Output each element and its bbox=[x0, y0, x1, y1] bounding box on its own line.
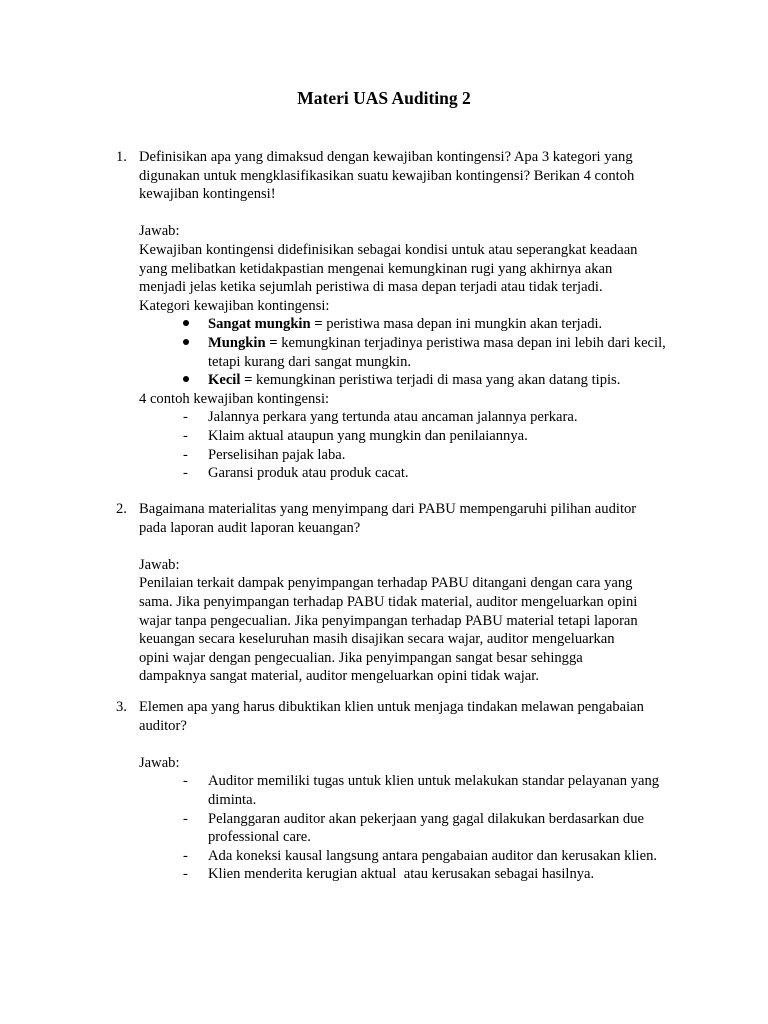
question-text bbox=[139, 500, 676, 537]
question-1 bbox=[116, 148, 676, 483]
element-text-continued: diminta. bbox=[208, 791, 257, 808]
category-list bbox=[139, 315, 676, 389]
bullet-icon bbox=[183, 315, 195, 334]
category-term: Kecil = bbox=[208, 372, 253, 389]
question-number: 2. bbox=[116, 501, 127, 517]
answer-line: Kewajiban kontingensi didefinisikan sebagai kondisi untuk atau seperangkat keadaan bbox=[139, 241, 638, 258]
list-item bbox=[139, 464, 676, 483]
category-term: Sangat mungkin = bbox=[208, 316, 323, 333]
category-text: peristiwa masa depan ini mungkin akan terjadi. bbox=[322, 316, 603, 333]
list-item bbox=[139, 371, 676, 390]
answer-label: Jawab: bbox=[139, 754, 180, 771]
dash-marker: - bbox=[183, 427, 188, 444]
list-item bbox=[139, 772, 676, 809]
bullet-icon bbox=[183, 334, 195, 353]
list-item bbox=[139, 446, 676, 465]
question-line: kewajiban kontingensi! bbox=[139, 186, 276, 203]
dash-marker: - bbox=[183, 409, 188, 426]
question-line: auditor? bbox=[139, 717, 187, 734]
answer bbox=[139, 556, 676, 686]
question-line: Bagaimana materialitas yang menyimpang dari PABU mempengaruhi pilihan auditor bbox=[139, 501, 637, 517]
answer bbox=[139, 222, 676, 315]
example-text: Klaim aktual ataupun yang mungkin dan penilaiannya. bbox=[208, 427, 528, 444]
question-number: 1. bbox=[116, 149, 127, 165]
answer-line: Penilaian terkait dampak penyimpangan terhadap PABU ditangani dengan cara yang bbox=[139, 575, 633, 592]
dash-marker: - bbox=[183, 465, 188, 482]
list-item bbox=[139, 334, 676, 371]
list-item bbox=[139, 427, 676, 446]
element-text: Auditor memiliki tugas untuk klien untuk melakukan standar pelayanan yang bbox=[208, 773, 660, 790]
list-item bbox=[139, 847, 676, 866]
dash-marker: - bbox=[183, 847, 188, 864]
question-line: digunakan untuk mengklasifikasikan suatu kewajiban kontingensi? Berikan 4 contoh bbox=[139, 167, 635, 184]
dash-marker: - bbox=[183, 446, 188, 463]
answer-line: wajar tanpa pengecualian. Jika penyimpangan terhadap PABU material tetapi laporan bbox=[139, 612, 638, 629]
bullet-icon bbox=[183, 371, 195, 390]
list-item bbox=[139, 315, 676, 334]
examples-intro: 4 contoh kewajiban kontingensi: bbox=[139, 390, 330, 407]
example-text: Perselisihan pajak laba. bbox=[208, 446, 346, 463]
answer-label: Jawab: bbox=[139, 556, 180, 573]
example-text: Garansi produk atau produk cacat. bbox=[208, 465, 409, 482]
element-text: Pelanggaran auditor akan pekerjaan yang gagal dilakukan berdasarkan due bbox=[208, 810, 645, 827]
category-text-continued: tetapi kurang dari sangat mungkin. bbox=[208, 353, 412, 370]
elements-list bbox=[139, 772, 676, 884]
answer-line: yang melibatkan ketidakpastian mengenai kemungkinan rugi yang akhirnya akan bbox=[139, 260, 613, 277]
question-line: Elemen apa yang harus dibuktikan klien untuk menjaga tindakan melawan pengabaian bbox=[139, 699, 644, 715]
answer-line: opini wajar dengan pengecualian. Jika penyimpangan sangat besar sehingga bbox=[139, 649, 583, 666]
category-text: kemungkinan peristiwa terjadi di masa yang akan datang tipis. bbox=[252, 372, 621, 389]
example-text: Jalannya perkara yang tertunda atau ancaman jalannya perkara. bbox=[208, 409, 578, 426]
question-3 bbox=[116, 698, 676, 884]
answer-label: Jawab: bbox=[139, 223, 180, 240]
answer-line: Kategori kewajiban kontingensi: bbox=[139, 297, 330, 314]
question-text bbox=[139, 148, 676, 204]
category-term: Mungkin = bbox=[208, 334, 278, 351]
answer-line: menjadi jelas ketika sejumlah peristiwa di masa depan terjadi atau tidak terjadi. bbox=[139, 279, 603, 296]
dash-marker: - bbox=[183, 866, 188, 883]
question-line: Definisikan apa yang dimaksud dengan kewajiban kontingensi? Apa 3 kategori yang bbox=[139, 149, 633, 165]
answer-line: dampaknya sangat material, auditor mengeluarkan opini tidak wajar. bbox=[139, 668, 539, 685]
category-text: kemungkinan terjadinya peristiwa masa depan ini lebih dari kecil, bbox=[277, 334, 666, 351]
answer bbox=[139, 754, 676, 773]
question-line: pada laporan audit laporan keuangan? bbox=[139, 519, 361, 536]
element-text: Klien menderita kerugian aktual atau kerusakan sebagai hasilnya. bbox=[208, 866, 595, 883]
question-2 bbox=[116, 500, 676, 686]
question-text bbox=[139, 698, 676, 735]
answer-line: keuangan secara keseluruhan masih disajikan secara wajar, auditor mengeluarkan bbox=[139, 631, 615, 648]
question-number: 3. bbox=[116, 699, 127, 715]
list-item bbox=[139, 408, 676, 427]
document-title: Materi UAS Auditing 2 bbox=[297, 88, 471, 108]
list-item bbox=[139, 810, 676, 847]
list-item bbox=[139, 865, 676, 884]
element-text: Ada koneksi kausal langsung antara pengabaian auditor dan kerusakan klien. bbox=[208, 847, 658, 864]
dash-marker: - bbox=[183, 810, 188, 827]
answer-line: sama. Jika penyimpangan terhadap PABU tidak material, auditor mengeluarkan opini bbox=[139, 593, 638, 610]
dash-marker: - bbox=[183, 773, 188, 790]
examples-list bbox=[139, 408, 676, 482]
element-text-continued: professional care. bbox=[208, 829, 311, 846]
